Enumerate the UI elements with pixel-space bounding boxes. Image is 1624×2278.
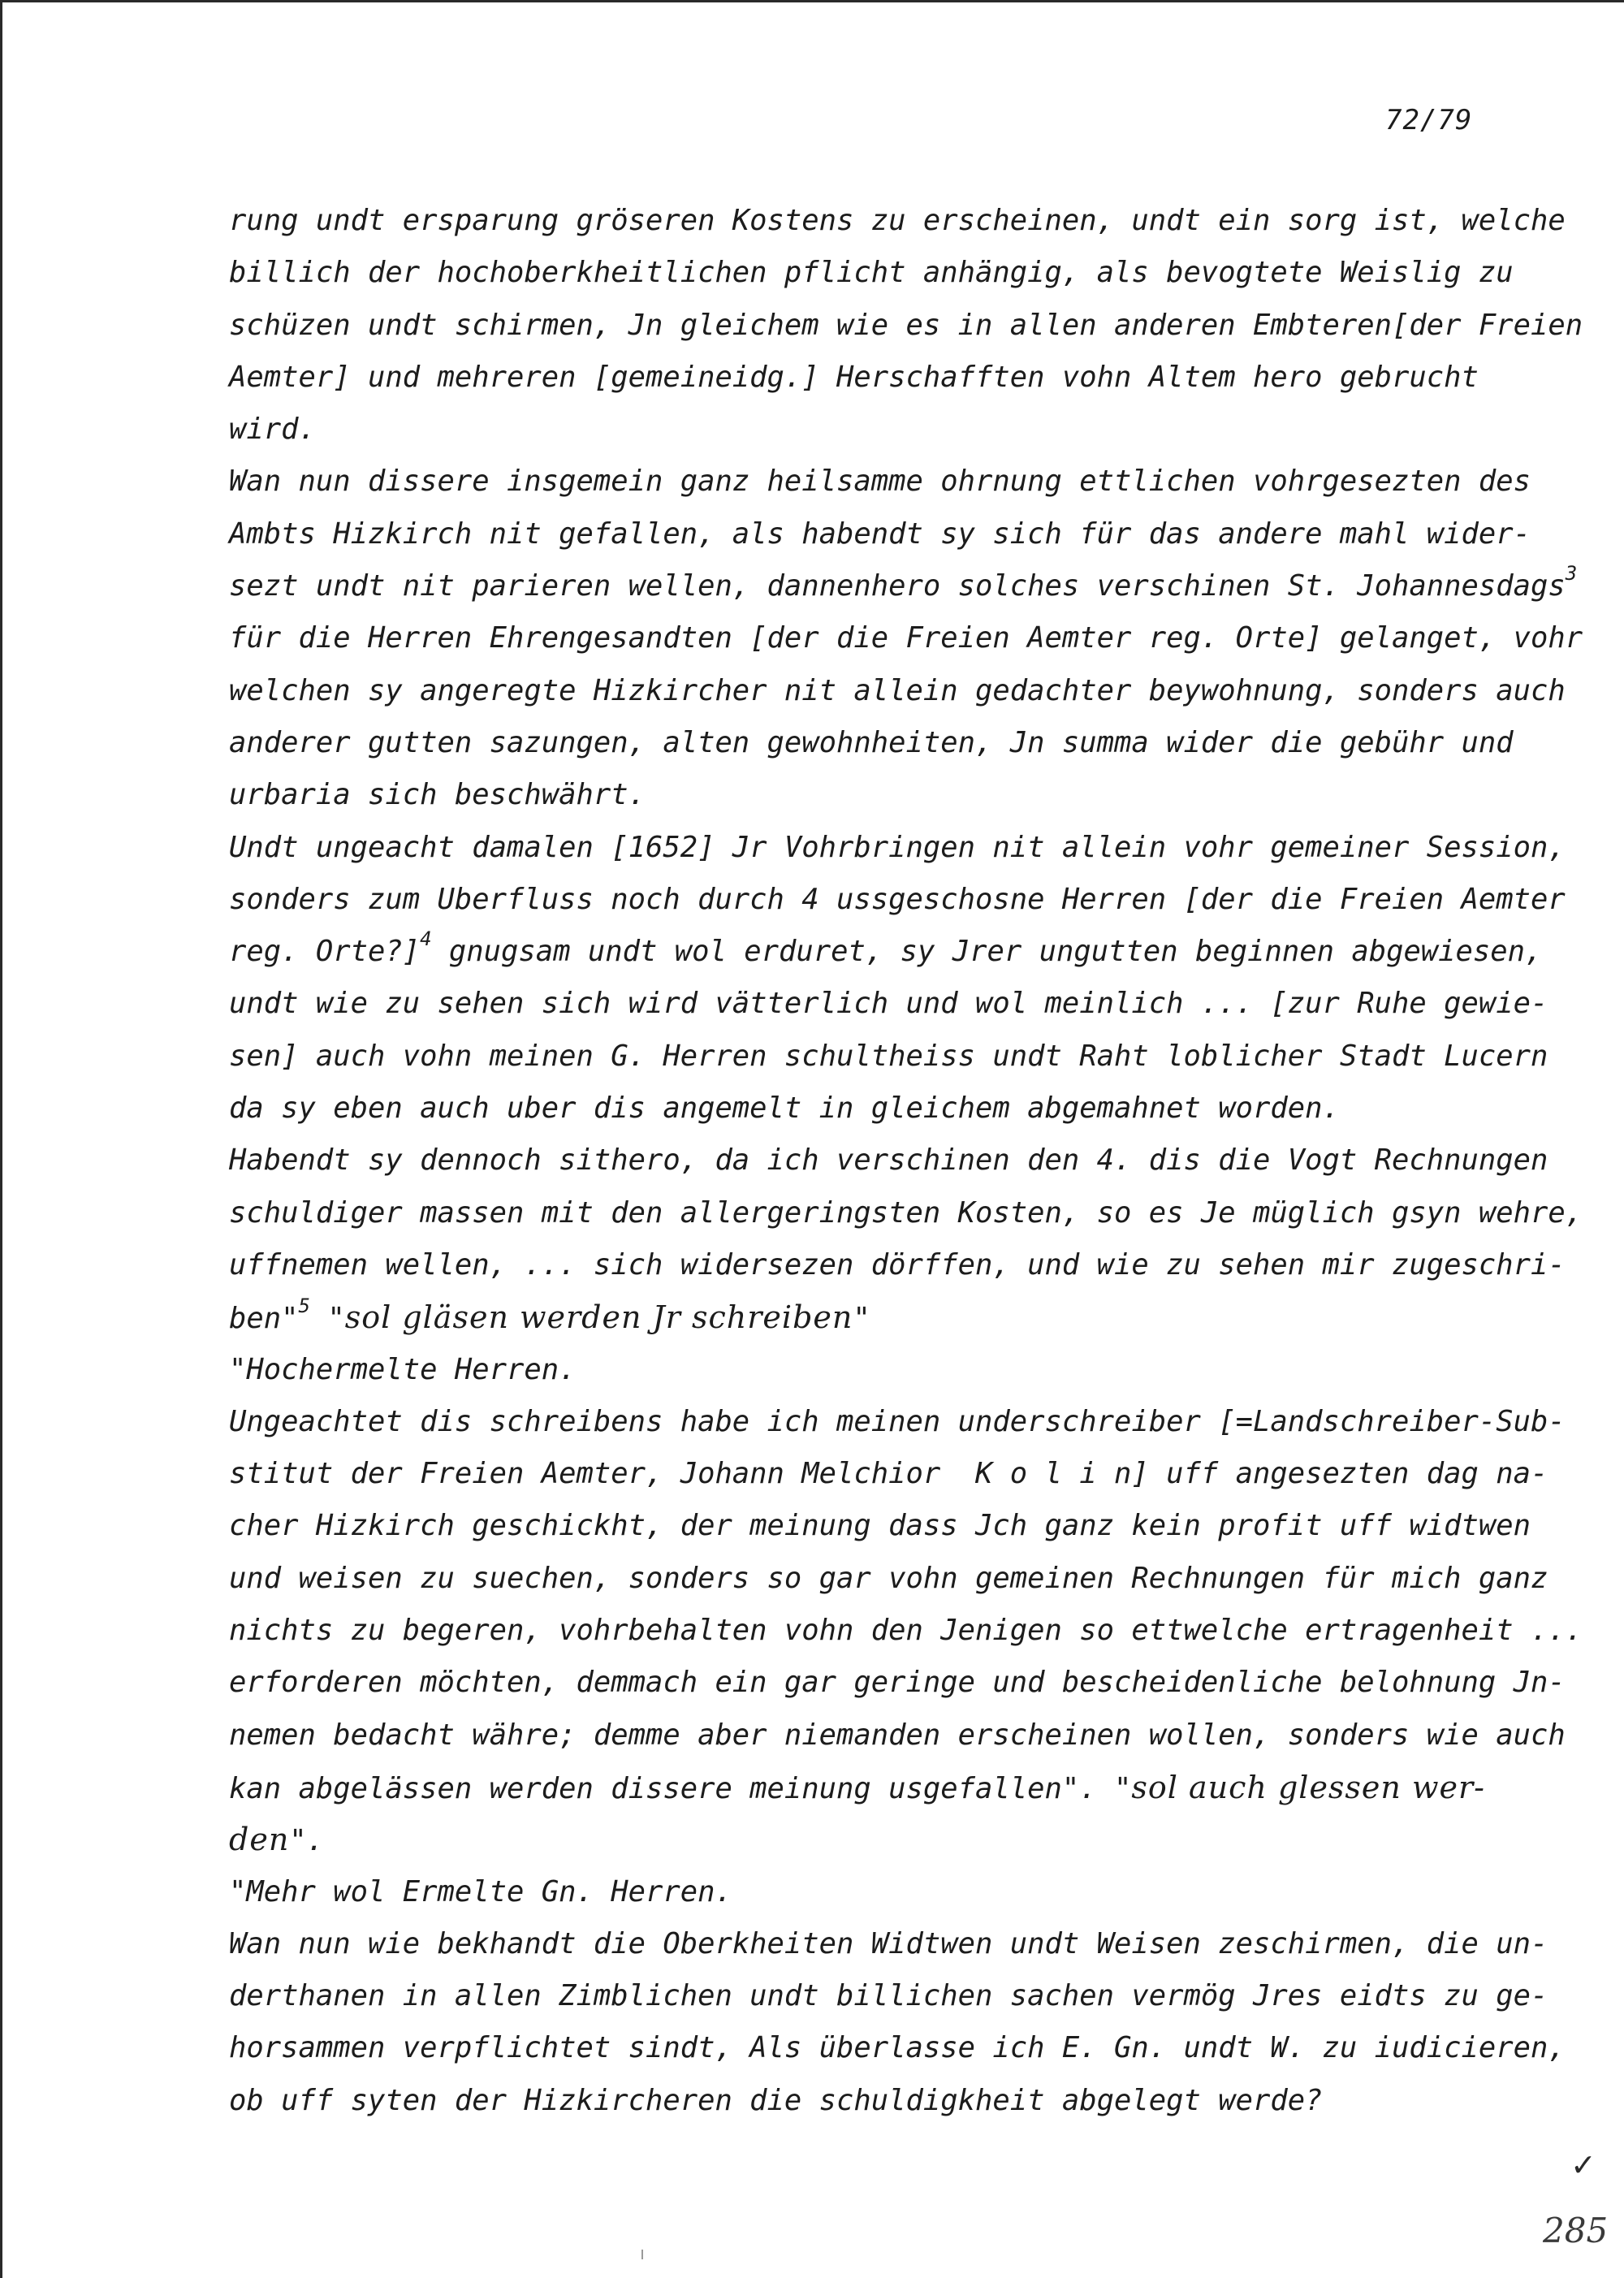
footnote-marker-4: 4	[420, 927, 432, 951]
check-mark-icon: ✓	[1570, 2147, 1596, 2183]
handwritten-annotation: den	[229, 1822, 290, 1858]
text-line: horsammen verpflichtet sindt, Als überlasse ich E. Gn. undt W. zu iudicieren,	[229, 2031, 1566, 2065]
text-line: stitut der Freien Aemter, Johann Melchior K o l i n] uff angesezten dag na-	[229, 1457, 1548, 1491]
text-line: rung undt ersparung gröseren Kostens zu erscheinen, undt ein sorg ist, welche	[229, 204, 1566, 237]
text-line: sen] auch vohn meinen G. Herren schultheiss undt Raht loblicher Stadt Lucern	[229, 1039, 1548, 1073]
text-line: und weisen zu suechen, sonders so gar vohn gemeinen Rechnungen für mich ganz	[229, 1561, 1548, 1595]
folio-number: 285	[1543, 2211, 1609, 2250]
text-line: sezt undt nit parieren wellen, dannenhero solches verschinen St. Johannesdags$^3$	[229, 562, 1578, 603]
text-line: sonders zum Uberfluss noch durch 4 ussgeschosne Herren [der die Freien Aemter	[229, 882, 1566, 916]
text-line: erforderen möchten, demmach ein gar geringe und bescheidenliche belohnung Jn-	[229, 1666, 1566, 1700]
scan-edge-top	[0, 0, 1624, 2]
text-line: derthanen in allen Zimblichen undt billichen sachen vermög Jres eidts zu ge-	[229, 1979, 1548, 2013]
text-line: Wan nun dissere insgemein ganz heilsamme ohrnung ettlichen vohrgesezten des	[229, 465, 1531, 499]
text-line: Habendt sy dennoch sithero, da ich verschinen den 4. dis die Vogt Rechnungen	[229, 1143, 1548, 1178]
text-line: ob uff syten der Hizkircheren die schuldigkheit abgelegt werde?	[229, 2083, 1323, 2117]
handwritten-annotation: sol gläsen werden Jr schreiben	[344, 1299, 853, 1336]
text-line: Ungeachtet dis schreibens habe ich meinen underschreiber [=Landschreiber-Sub-	[229, 1404, 1566, 1438]
scan-mark	[641, 2250, 643, 2259]
text-line: reg. Orte?]$^4$ gnugsam undt wol erduret, sy Jrer ungutten beginnen abgewiesen,	[229, 927, 1543, 969]
text-line: Wan nun wie bekhandt die Oberkheiten Widtwen undt Weisen zeschirmen, die un-	[229, 1926, 1548, 1960]
text-line: kan abgelässen werden dissere meinung usgefallen". "sol auch glessen wer-	[229, 1769, 1485, 1805]
text-line: für die Herren Ehrengesandten [der die Freien Aemter reg. Orte] gelanget, vohr	[229, 621, 1583, 655]
text-line: nemen bedacht währe; demme aber niemanden erscheinen wollen, sonders wie auch	[229, 1718, 1566, 1752]
text-line: cher Hizkirch geschickht, der meinung dass Jch ganz kein profit uff widtwen	[229, 1509, 1531, 1543]
handwritten-annotation: sol auch glessen wer-	[1131, 1769, 1485, 1805]
text-line: nichts zu begeren, vohrbehalten vohn den Jenigen so ettwelche ertragenheit ...	[229, 1614, 1583, 1648]
text-line: "Mehr wol Ermelte Gn. Herren.	[229, 1874, 732, 1908]
text-line: da sy eben auch uber dis angemelt in gleichem abgemahnet worden.	[229, 1091, 1340, 1126]
transcription-body	[229, 195, 1583, 2127]
text-line: welchen sy angeregte Hizkircher nit allein gedachter beywohnung, sonders auch	[229, 673, 1566, 707]
scan-edge-left	[0, 0, 2, 2278]
text-line: schüzen undt schirmen, Jn gleichem wie es in allen anderen Embteren[der Freien	[229, 308, 1583, 342]
text-line: wird.	[229, 413, 316, 447]
page-number: 72/79	[1385, 104, 1473, 136]
footnote-marker-5: 5	[298, 1295, 310, 1318]
text-line: uffnemen wellen, ... sich widersezen dörffen, und wie zu sehen mir zugeschri-	[229, 1247, 1566, 1282]
text-line: "Hochermelte Herren.	[229, 1352, 577, 1386]
text-line: Aemter] und mehreren [gemeineidg.] Herschafften vohn Altem hero gebrucht	[229, 360, 1479, 394]
text-line: billich der hochoberkheitlichen pflicht anhängig, als bevogtete Weislig zu	[229, 256, 1514, 290]
text-line: Ambts Hizkirch nit gefallen, als habendt sy sich für das andere mahl wider-	[229, 517, 1531, 551]
text-line: Undt ungeacht damalen [1652] Jr Vohrbringen nit allein vohr gemeiner Session,	[229, 830, 1566, 864]
footnote-marker-3: 3	[1565, 562, 1578, 586]
text-line: urbaria sich beschwährt.	[229, 778, 646, 812]
text-line: schuldiger massen mit den allergeringsten Kosten, so es Je müglich gsyn wehre,	[229, 1195, 1583, 1230]
text-line: anderer gutten sazungen, alten gewohnheiten, Jn summa wider die gebühr und	[229, 725, 1514, 759]
text-line: den".	[229, 1822, 325, 1858]
text-line: undt wie zu sehen sich wird vätterlich und wol meinlich ... [zur Ruhe gewie-	[229, 987, 1548, 1021]
text-line: ben"$^5$ "sol gläsen werden Jr schreiben"	[229, 1295, 870, 1336]
